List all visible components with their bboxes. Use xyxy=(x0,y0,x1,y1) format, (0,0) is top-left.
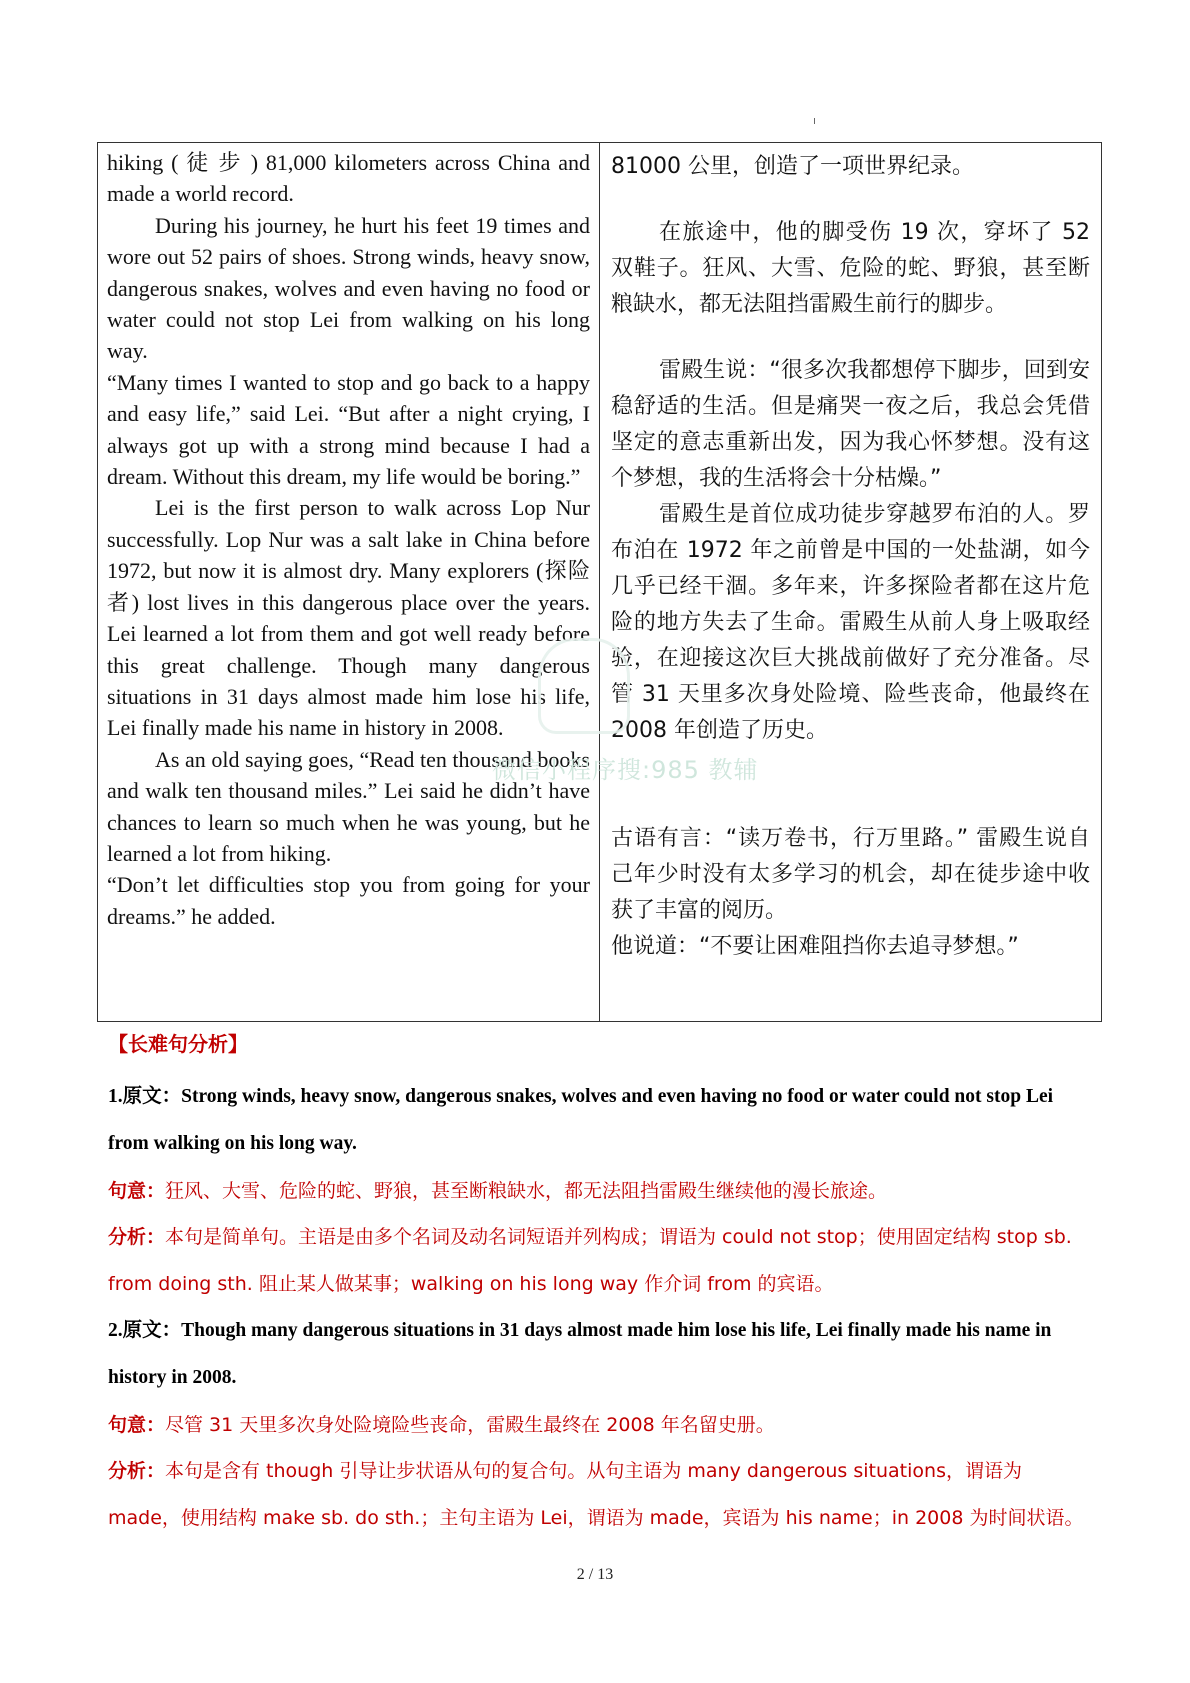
header-tick-mark xyxy=(814,118,815,124)
english-paragraph-4: Lei is the first person to walk across Lop Nur successfully. Lop Nur was a salt lake in China before 1972, but now it is almost dry. Many explorers (探险者) lost lives in this dangerous place over the years. Lei learned a lot from them and got well ready before this great challenge. Though many dangerous situations in 31 days almost made him lose his life, Lei finally made his name in history in 2008. xyxy=(107,495,590,741)
chinese-paragraph-4: 雷殿生是首位成功徒步穿越罗布泊的人。罗布泊在 1972 年之前曾是中国的一处盐湖，如今几乎已经干涸。多年来，许多探险者都在这片危险的地方失去了生命。雷殿生从前人身上吸取经验，在迎接这次巨大挑战前做好了充分准备。尽管 31 天里多次身处险境、险些丧命，他最终在 2008 年创造了历史。 xyxy=(611,502,1090,743)
watermark-text: 微信小程序搜:985 教辅 xyxy=(492,756,759,784)
english-paragraph-3: “Many times I wanted to stop and go back to a happy and easy life,” said Lei. “But after a night crying, I always got up with a strong mind because I had a dream. Without this dream, my life would be boring.” xyxy=(107,369,590,490)
meaning-text: 狂风、大雪、危险的蛇、野狼，甚至断粮缺水，都无法阻挡雷殿生继续他的漫长旅途。 xyxy=(165,1179,888,1202)
english-paragraph-1: hiking ( 徒 步 ) 81,000 kilometers across China and made a world record. xyxy=(107,150,590,207)
meaning-label: 句意： xyxy=(108,1179,166,1202)
analysis-label: 分析： xyxy=(108,1460,166,1483)
analysis-text: 本句是简单句。主语是由多个名词及动名词短语并列构成；谓语为 could not stop；使用固定结构 stop sb. from doing sth. 阻止某人做某事；walking on his long way 作介词 from 的宾语。 xyxy=(108,1226,1072,1296)
analysis-item-2-original xyxy=(108,1308,1098,1402)
analysis-text: 本句是含有 though 引导让步状语从句的复合句。从句主语为 many dangerous situations，谓语为 made，使用结构 make sb. do sth.；主句主语为 Lei，谓语为 made，宾语为 his name；in 2008 为时间状语。 xyxy=(108,1460,1084,1530)
english-paragraph-2: During his journey, he hurt his feet 19 times and wore out 52 pairs of shoes. Strong winds, heavy snow, dangerous snakes, wolves and even having no food or water could not stop Lei from walking on his long way. xyxy=(107,212,590,364)
analysis-item-2-analysis xyxy=(108,1448,1098,1542)
original-label: 1.原文： xyxy=(108,1086,182,1107)
meaning-label: 句意： xyxy=(108,1413,166,1436)
bilingual-text-table xyxy=(97,142,1102,1022)
chinese-paragraph-6: 他说道：“不要让困难阻挡你去追寻梦想。” xyxy=(611,934,1019,959)
english-paragraph-5: As an old saying goes, “Read ten thousand books and walk ten thousand miles.” Lei said he didn’t have chances to learn so much when he was young, but he learned a lot from hiking. xyxy=(107,746,590,866)
analysis-item-1-analysis xyxy=(108,1214,1098,1308)
analysis-item-1-original xyxy=(108,1074,1098,1168)
analysis-item-1-meaning xyxy=(108,1168,1098,1215)
chinese-paragraph-5: 古语有言：“读万卷书，行万里路。” 雷殿生说自己年少时没有太多学习的机会，却在徒步途中收获了丰富的阅历。 xyxy=(611,826,1090,923)
meaning-text: 尽管 31 天里多次身处险境险些丧命，雷殿生最终在 2008 年名留史册。 xyxy=(165,1413,775,1436)
chinese-column xyxy=(600,143,1102,1022)
chinese-paragraph-1: 81000 公里，创造了一项世界纪录。 xyxy=(611,154,974,179)
analysis-label: 分析： xyxy=(108,1226,166,1249)
english-column xyxy=(98,143,600,1022)
watermark-logo-icon xyxy=(538,638,630,734)
analysis-item-2-meaning xyxy=(108,1402,1098,1449)
english-paragraph-6: “Don’t let difficulties stop you from going for your dreams.” he added. xyxy=(107,872,590,929)
original-text: Strong winds, heavy snow, dangerous snakes, wolves and even having no food or water could not stop Lei from walking on his long way. xyxy=(108,1086,1054,1154)
page-number: 2 / 13 xyxy=(576,1566,614,1583)
analysis-section-title: 【长难句分析】 xyxy=(108,1032,248,1056)
chinese-paragraph-2: 在旅途中，他的脚受伤 19 次，穿坏了 52 双鞋子。狂风、大雪、危险的蛇、野狼，甚至断粮缺水，都无法阻挡雷殿生前行的脚步。 xyxy=(611,220,1090,317)
original-text: Though many dangerous situations in 31 days almost made him lose his life, Lei finally made his name in history in 2008. xyxy=(108,1319,1052,1388)
chinese-paragraph-3: 雷殿生说：“很多次我都想停下脚步，回到安稳舒适的生活。但是痛哭一夜之后，我总会凭借坚定的意志重新出发，因为我心怀梦想。没有这个梦想，我的生活将会十分枯燥。” xyxy=(611,358,1090,491)
original-label: 2.原文： xyxy=(108,1319,182,1341)
sentence-analysis-section xyxy=(108,1028,1098,1542)
